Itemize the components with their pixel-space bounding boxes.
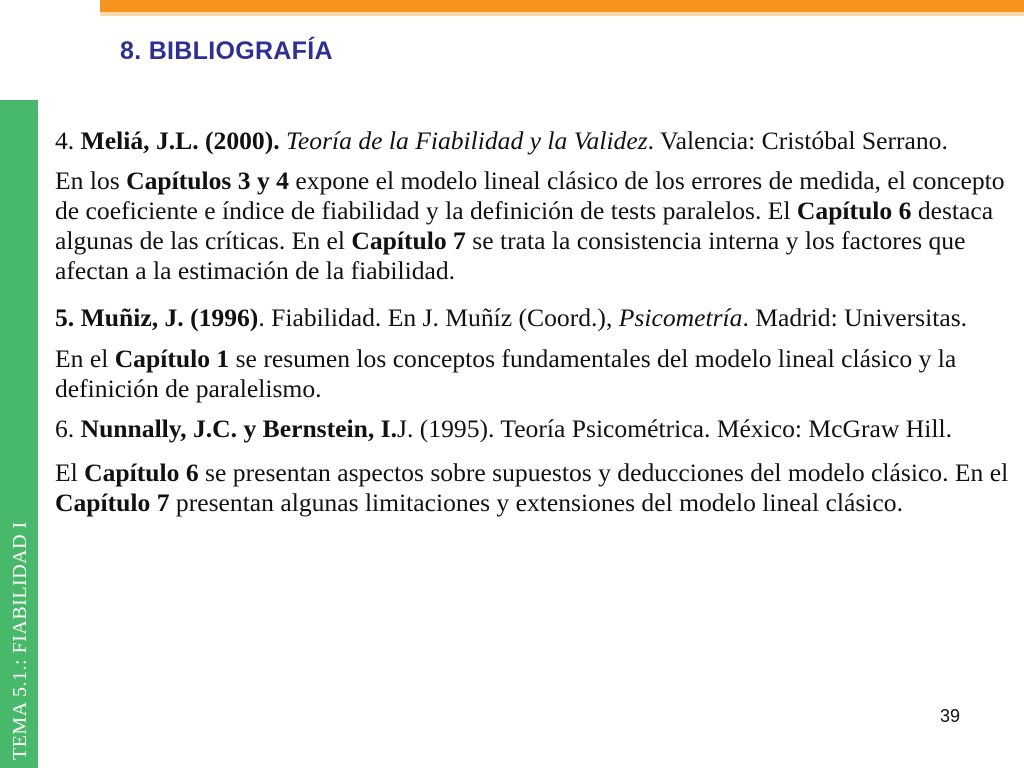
desc-chapter: Capítulo 6 <box>796 196 912 225</box>
sidebar <box>0 100 38 768</box>
entry-publisher: . Madrid: Universitas. <box>742 303 968 332</box>
desc-text: presentan algunas limitaciones y extensiones del modelo lineal clásico. <box>169 488 903 517</box>
page-number: 39 <box>940 706 961 726</box>
desc-chapter: Capítulo 6 <box>84 458 199 487</box>
entry-publisher: . Valencia: Cristóbal Serrano. <box>647 126 948 155</box>
entry-number: 4. <box>55 126 75 155</box>
entry-author-year: 5. Muñiz, J. (1996) <box>55 303 259 332</box>
entry-publisher: J. (1995). Teoría Psicométrica. México: McGraw Hill. <box>397 414 953 443</box>
desc-chapter: Capítulos 3 y 4 <box>126 166 289 195</box>
entry-6-description <box>55 458 1010 518</box>
desc-text: En los <box>55 166 127 195</box>
entry-title: Teoría de la Fiabilidad y la Validez <box>286 126 648 155</box>
entry-title: Psicometría <box>618 303 743 332</box>
bibliography-content <box>55 126 1010 518</box>
desc-text: expone el modelo lineal clásico de los errores de medida, el concepto de coeficiente e índice de fiabilidad y la definición de tests paralelos. El <box>55 166 1005 225</box>
desc-chapter: Capítulo 7 <box>351 226 466 255</box>
top-accent-bar <box>100 0 1024 12</box>
bibliography-entry-5 <box>55 300 1010 336</box>
entry-4-description <box>55 166 1010 286</box>
desc-text: se presentan aspectos sobre supuestos y deducciones del modelo clásico. En el <box>198 458 1009 487</box>
section-title: 8. BIBLIOGRAFÍA <box>120 37 333 65</box>
entry-author-year: Meliá, J.L. (2000). <box>80 126 280 155</box>
bibliography-entry-6 <box>55 414 1010 444</box>
sidebar-label: TEMA 5.1.: FIABILIDAD I <box>9 521 31 760</box>
top-accent-line <box>100 12 1024 16</box>
desc-text: se trata la consistencia interna y los factores que afectan a la estimación de la fiabilidad. <box>55 226 966 285</box>
desc-chapter: Capítulo 1 <box>114 344 230 373</box>
entry-number: 6. <box>55 414 81 443</box>
desc-text: En el <box>55 344 115 373</box>
desc-chapter: Capítulo 7 <box>55 488 170 517</box>
bibliography-entry-4 <box>55 126 1010 156</box>
entry-text: . Fiabilidad. En J. Muñíz (Coord.), <box>258 303 619 332</box>
desc-text: destaca algunas de las críticas. En el <box>55 196 994 255</box>
desc-text: El <box>55 458 85 487</box>
entry-authors: Nunnally, J.C. y Bernstein, I. <box>80 414 398 443</box>
desc-text: se resumen los conceptos fundamentales del modelo lineal clásico y la definición de paralelismo. <box>55 344 957 403</box>
entry-5-description <box>55 344 1010 404</box>
